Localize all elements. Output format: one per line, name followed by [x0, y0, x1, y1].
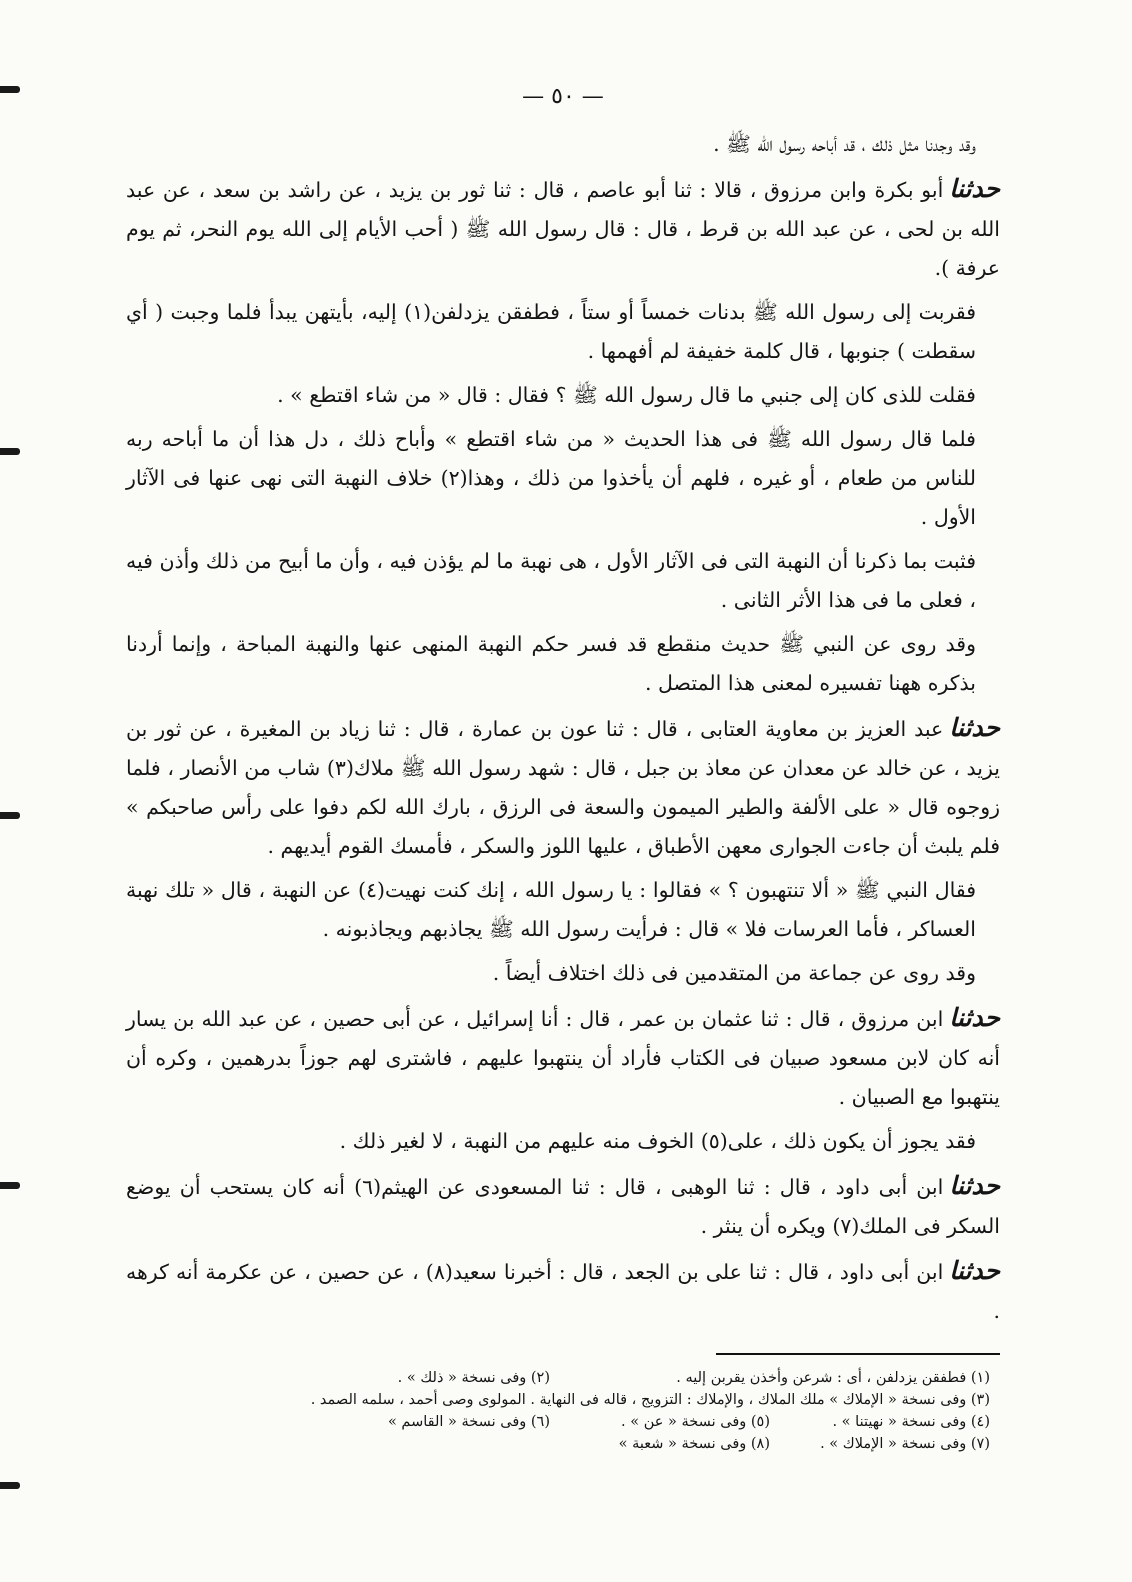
paragraph — [126, 708, 1000, 866]
paragraph — [126, 420, 1000, 537]
scan-edge-mark — [0, 1182, 20, 1189]
paragraph-text: فقلت للذى كان إلى جنبي ما قال رسول الله ﷺ ؟ فقال : قال « من شاء اقتطع » . — [277, 383, 976, 407]
paragraph-text: وقد روى عن جماعة من المتقدمين فى ذلك اختلاف أيضاً . — [492, 961, 976, 985]
paragraph — [126, 998, 1000, 1117]
paragraph — [126, 293, 1000, 371]
paragraph-text: ابن مرزوق ، قال : ثنا عثمان بن عمر ، قال : أنا إسرائيل ، عن أبى حصين ، عن عبد الله بن يسار أنه كان لابن مسعود صبيان فى الكتاب فأراد أن ينتهبوا عليهم ، فاشترى لهم جوزاً بدرهمين ، وكره أن ينتهبوا مع الصبيان . — [126, 1007, 1000, 1109]
footnote: (٤) وفى نسخة « نهيتنا » . — [832, 1414, 990, 1430]
footnote: (٦) وفى نسخة « القاسم » — [387, 1414, 550, 1430]
paragraph-text: ابن أبى داود ، قال : ثنا الوهبى ، قال : ثنا المسعودى عن الهيثم(٦) أنه كان يستحب أن يوضع السكر فى الملك(٧) ويكره أن ينثر . — [126, 1175, 1000, 1238]
book-page — [126, 84, 1000, 1455]
paragraph — [126, 625, 1000, 703]
footnote: (٨) وفى نسخة « شعبة » — [618, 1436, 770, 1452]
paragraph-text: فقال النبي ﷺ « ألا تنتهبون ؟ » فقالوا : يا رسول الله ، إنك كنت نهيت(٤) عن النهبة ، قال « تلك نهبة العساكر ، فأما العرسات فلا » قال : فرأيت رسول الله ﷺ يجاذبهم ويجاذبونه . — [126, 878, 977, 941]
paragraph-text: فثبت بما ذكرنا أن النهبة التى فى الآثار الأول ، هى نهبة ما لم يؤذن فيه ، وأن ما أبيح من ذلك وأذن فيه ، فعلى ما فى هذا الأثر الثانى . — [126, 549, 976, 612]
paragraph — [126, 542, 1000, 620]
footnote: (٣) وفى نسخة « الإملاك » ملك الملاك ، والإملاك : التزويج ، قاله فى النهاية . المولوى وصى أحمد ، سلمه الصمد . — [310, 1392, 990, 1408]
paragraph — [126, 954, 1000, 993]
scan-edge-mark — [0, 812, 20, 819]
footnote-divider — [716, 1353, 1000, 1355]
footnote: (٥) وفى نسخة « عن » . — [621, 1414, 770, 1430]
page-number: — ٥٠ — — [522, 84, 604, 109]
paragraph — [126, 871, 1000, 949]
scan-edge-mark — [0, 448, 20, 455]
haddathana-keyword: حدثنا — [949, 1256, 1000, 1285]
footnotes — [126, 1367, 1000, 1455]
footnote-row — [126, 1411, 990, 1433]
haddathana-keyword: حدثنا — [949, 713, 1000, 742]
scan-edge-mark — [0, 86, 20, 93]
haddathana-keyword: حدثنا — [949, 174, 1000, 203]
paragraph-text: عبد العزيز بن معاوية العتابى ، قال : ثنا عون بن عمارة ، قال : ثنا زياد بن المغيرة ، عن ثور بن يزيد ، عن خالد عن معدان عن معاذ بن جبل ، قال : شهد رسول الله ﷺ ملاك(٣) شاب من الأنصار ، فلما زوجوه قال « على الألفة والطير الميمون والسعة فى الرزق ، بارك الله لكم دفوا على رأس صاحبكم » فلم يلبث أن جاءت الجوارى معهن الأطباق ، عليها اللوز والسكر ، فأمسك القوم أيديهم . — [126, 717, 1001, 858]
paragraph-text: أبو بكرة وابن مرزوق ، قالا : ثنا أبو عاصم ، قال : ثنا ثور بن يزيد ، عن راشد بن سعد ، عن عبد الله بن لحى ، عن عبد الله بن قرط ، قال : قال رسول الله ﷺ ( أحب الأيام إلى الله يوم النحر، ثم يوم عرفة ). — [126, 178, 1000, 280]
footnote-row — [126, 1367, 990, 1389]
paragraph — [126, 169, 1000, 288]
paragraph — [126, 376, 1000, 415]
paragraph — [126, 125, 1000, 164]
paragraph — [126, 1122, 1000, 1161]
footnote: (٢) وفى نسخة « ذلك » . — [397, 1370, 550, 1386]
haddathana-keyword: حدثنا — [949, 1003, 1000, 1032]
body-text — [126, 125, 1000, 1331]
footnote: (١) فطفقن يزدلفن ، أى : شرعن وأخذن يقربن إليه . — [676, 1370, 990, 1386]
paragraph-text: وقد روى عن النبي ﷺ حديث منقطع قد فسر حكم النهبة المنهى عنها والنهبة المباحة ، وإنما أردنا بذكره ههنا تفسيره لمعنى هذا المتصل . — [126, 632, 976, 695]
paragraph-text: فقربت إلى رسول الله ﷺ بدنات خمساً أو ستاً ، فطفقن يزدلفن(١) إليه، بأيتهن يبدأ فلما وجبت ( أي سقطت ) جنوبها ، قال كلمة خفيفة لم أفهمها . — [126, 300, 976, 363]
paragraph-text: فقد يجوز أن يكون ذلك ، على(٥) الخوف منه عليهم من النهبة ، لا لغير ذلك . — [339, 1129, 976, 1153]
footnote-row — [126, 1389, 990, 1411]
haddathana-keyword: حدثنا — [949, 1171, 1001, 1200]
footnote-row — [126, 1433, 990, 1455]
paragraph — [126, 1166, 1000, 1246]
paragraph-text: ابن أبى داود ، قال : ثنا على بن الجعد ، قال : أخبرنا سعيد(٨) ، عن حصين ، عن عكرمة أنه كرهه . — [126, 1260, 1000, 1323]
paragraph-text: فلما قال رسول الله ﷺ فى هذا الحديث « من شاء اقتطع » وأباح ذلك ، دل هذا أن ما أباحه ربه للناس من طعام ، أو غيره ، فلهم أن يأخذوا من ذلك ، وهذا(٢) خلاف النهبة التى نهى عنها فى الآثار الأول . — [126, 427, 976, 529]
paragraph-text: وقد وجدنا مثل ذلك ، قد أباحه رسول الله ﷺ . — [713, 132, 976, 156]
scan-edge-mark — [0, 1482, 20, 1489]
paragraph — [126, 1251, 1000, 1331]
footnote: (٧) وفى نسخة « الإملاك » . — [820, 1436, 990, 1452]
